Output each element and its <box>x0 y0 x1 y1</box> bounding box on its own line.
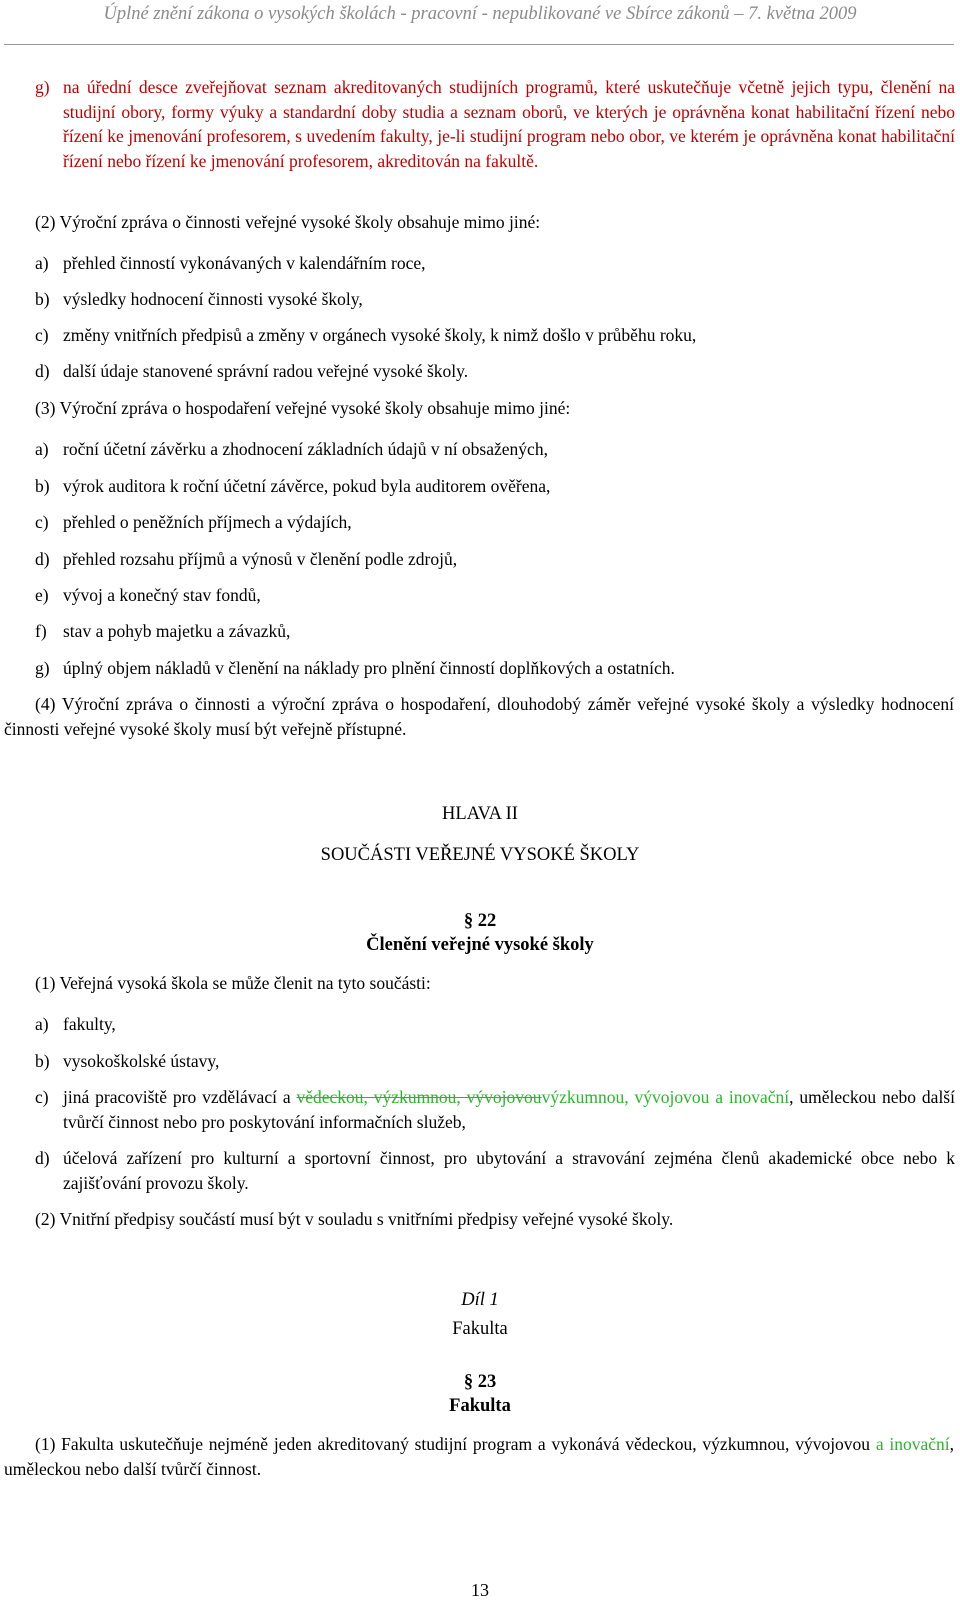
list-item <box>35 510 955 535</box>
item-text: na úřední desce zveřejňovat seznam akreditovaných studijních programů, které uskutečňuje včetně jejich typu, členění na studijní obory, formy výuky a standardní doby studia a seznam oborů, ve kterých je oprávněna konat habilitační řízení nebo řízení ke jmenování profesorem, s uvedením fakulty, je-li studijní program nebo obor, ve kterém je oprávněna konat habilitační řízení nebo řízení ke jmenování profesorem, akreditován na fakultě. <box>63 77 955 171</box>
item-text: vysokoškolské ústavy, <box>63 1051 220 1071</box>
list-item <box>35 359 955 384</box>
item-label: d) <box>35 549 50 569</box>
list-item <box>35 619 955 644</box>
page-number: 13 <box>471 1580 489 1600</box>
item-text: roční účetní závěrku a zhodnocení základních údajů v ní obsažených, <box>63 439 548 459</box>
item-label: a) <box>35 1014 49 1034</box>
item-label: a) <box>35 439 49 459</box>
paragraph-text: (1) Fakulta uskutečňuje nejméně jeden akreditovaný studijní program a vykonává vědeckou, výzkumnou, vývojovou <box>35 1434 871 1454</box>
paragraph-3-intro: (3) Výroční zpráva o hospodaření veřejné vysoké školy obsahuje mimo jiné: <box>35 398 571 418</box>
item-label: b) <box>35 289 50 309</box>
item-label: b) <box>35 476 50 496</box>
item-text: stav a pohyb majetku a závazků, <box>63 621 291 641</box>
list-item <box>35 474 955 499</box>
section-23-paragraph-1 <box>4 1432 954 1481</box>
list-item <box>35 323 955 348</box>
list-item <box>35 1049 955 1074</box>
list-item <box>35 583 955 608</box>
list-item <box>35 1146 955 1195</box>
list-item <box>35 287 955 312</box>
item-label: e) <box>35 585 49 605</box>
list-item <box>35 251 955 276</box>
item-label: g) <box>35 658 50 678</box>
part-number: Díl 1 <box>461 1290 499 1310</box>
list-item-g-red <box>35 75 955 173</box>
item-text: výrok auditora k roční účetní závěrce, pokud byla auditorem ověřena, <box>63 476 551 496</box>
list-item <box>35 1085 955 1134</box>
section-title: Fakulta <box>449 1396 511 1416</box>
item-label: b) <box>35 1051 50 1071</box>
list-item <box>35 1012 955 1037</box>
section-22-paragraph-2: (2) Vnitřní předpisy součástí musí být v souladu s vnitřními předpisy veřejné vysoké školy. <box>35 1209 674 1229</box>
paragraph-2-intro: (2) Výroční zpráva o činnosti veřejné vysoké školy obsahuje mimo jiné: <box>35 212 541 232</box>
item-text: přehled rozsahu příjmů a výnosů v členění podle zdrojů, <box>63 549 458 569</box>
item-text: přehled o peněžních příjmech a výdajích, <box>63 512 352 532</box>
item-text: jiná pracoviště pro vzdělávací a <box>63 1087 297 1107</box>
item-label: f) <box>35 621 47 641</box>
section-22-intro: (1) Veřejná vysoká škola se může členit na tyto součásti: <box>35 973 431 993</box>
item-text: úplný objem nákladů v členění na náklady pro plnění činností doplňkových a ostatních. <box>63 658 675 678</box>
item-text: další údaje stanovené správní radou veřejné vysoké školy. <box>63 361 469 381</box>
item-text: , uměleckou nebo další tvůrčí činnost nebo pro poskytování informačních služeb, <box>63 1087 955 1132</box>
chapter-title: SOUČÁSTI VEŘEJNÉ VYSOKÉ ŠKOLY <box>320 845 640 865</box>
chapter-number: HLAVA II <box>442 804 518 824</box>
section-title: Členění veřejné vysoké školy <box>366 935 594 955</box>
part-title: Fakulta <box>452 1319 508 1339</box>
section-number: § 23 <box>463 1372 497 1392</box>
item-label: c) <box>35 325 49 345</box>
item-label: g) <box>35 77 50 97</box>
deleted-text: vědeckou, výzkumnou, vývojovou <box>296 1087 542 1107</box>
inserted-text: a inovační <box>870 1434 950 1454</box>
paragraph-4: (4) Výroční zpráva o činnosti a výroční zpráva o hospodaření, dlouhodobý záměr veřejné vysoké školy a výsledky hodnocení činnosti veřejné vysoké školy musí být veřejně přístupné. <box>4 694 954 739</box>
section-number: § 22 <box>463 911 497 931</box>
item-text: vývoj a konečný stav fondů, <box>63 585 261 605</box>
item-label: c) <box>35 1087 49 1107</box>
document-header: Úplné znění zákona o vysokých školách - pracovní - nepublikované ve Sbírce zákonů – 7. května 2009 <box>103 4 857 24</box>
inserted-text: výzkumnou, vývojovou a inovační <box>541 1087 790 1107</box>
paragraph-text: , uměleckou nebo další tvůrčí činnost. <box>4 1434 954 1479</box>
item-text: účelová zařízení pro kulturní a sportovní činnost, pro ubytování a stravování zejména členů akademické obce nebo k zajišťování provozu školy. <box>63 1148 955 1193</box>
item-text: výsledky hodnocení činnosti vysoké školy, <box>63 289 363 309</box>
item-label: c) <box>35 512 49 532</box>
item-text: přehled činností vykonávaných v kalendářním roce, <box>63 253 426 273</box>
item-label: d) <box>35 1148 50 1168</box>
item-text: změny vnitřních předpisů a změny v orgánech vysoké školy, k nimž došlo v průběhu roku, <box>63 325 697 345</box>
list-item <box>35 547 955 572</box>
list-item <box>35 437 955 462</box>
header-divider <box>4 44 954 45</box>
list-item <box>35 656 955 681</box>
item-label: d) <box>35 361 50 381</box>
item-text: fakulty, <box>63 1014 116 1034</box>
item-label: a) <box>35 253 49 273</box>
